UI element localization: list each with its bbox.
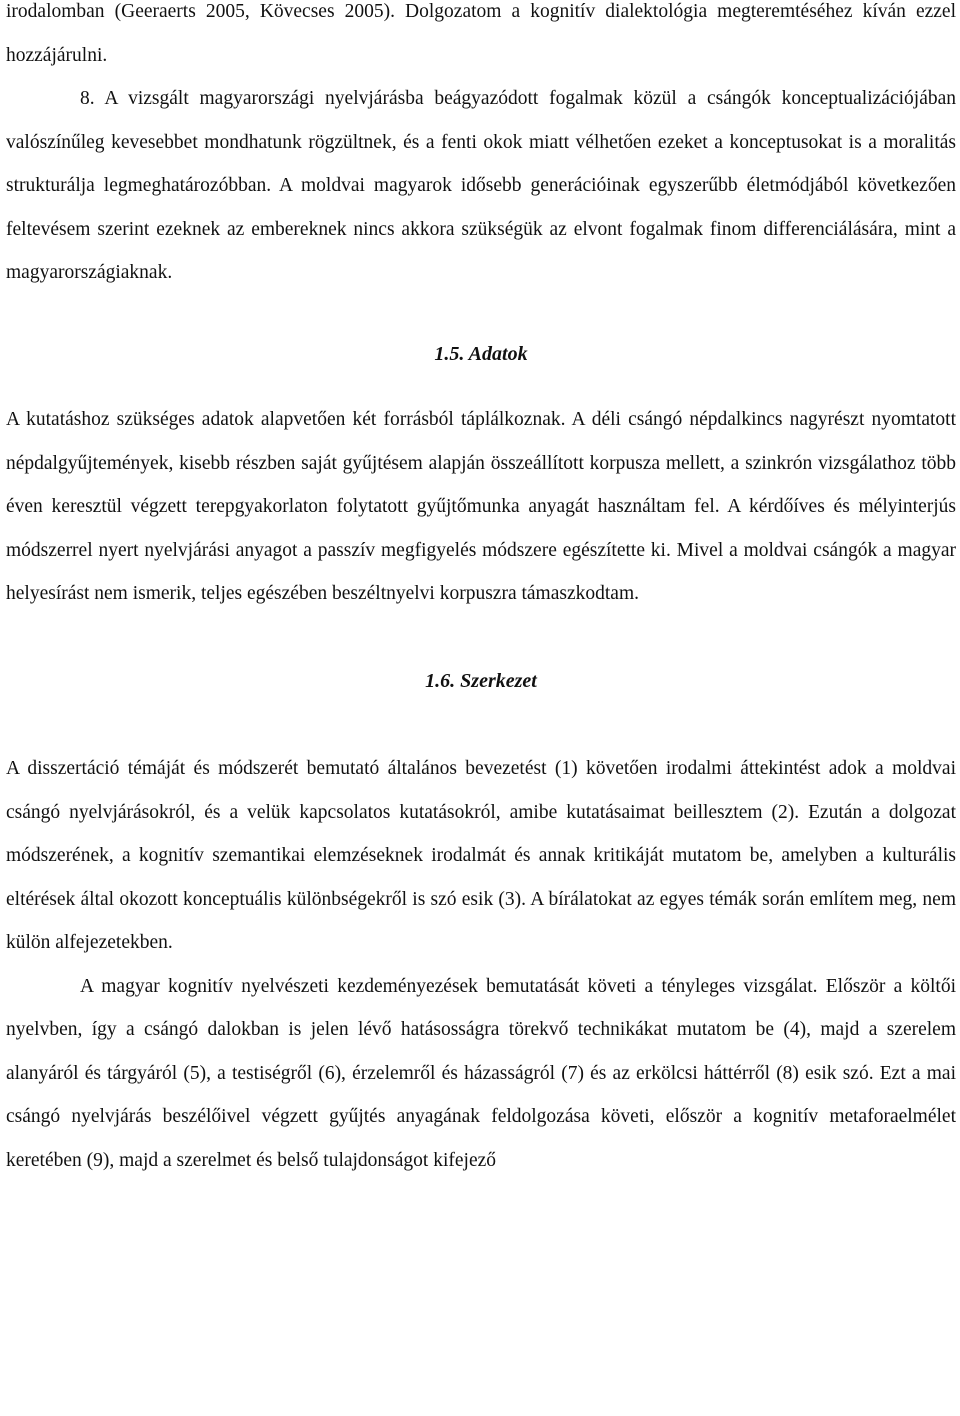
- paragraph-point-8: 8. A vizsgált magyarországi nyelvjárásba beágyazódott fogalmak közül a csángók konceptualizációjában valószínűleg kevesebbet mondhatunk rögzültnek, és a fenti okok miatt vélhetően ezeket a konceptusokat is a moralitás strukturálja legmeghatározóbban. A moldvai magyarok idősebb generációinak egyszerűbb életmódjából következően feltevésem szerint ezeknek az embereknek nincs akkora szükségük az elvont fogalmak finom differenciálására, mint a magyarországiaknak.: [6, 88, 956, 283]
- section-heading-adatok: 1.5. Adatok: [434, 342, 528, 365]
- paragraph-adatok: A kutatáshoz szükséges adatok alapvetően két forrásból táplálkoznak. A déli csángó népdalkincs nagyrészt nyomtatott népdalgyűjtemények, kisebb részben saját gyűjtésem alapján összeállított korpusza mellett, a szinkrón vizsgálathoz több éven keresztül végzett terepgyakorlaton folytatott gyűjtőmunka anyagát használtam fel. A kérdőíves és mélyinterjús módszerrel nyert nyelvjárási anyagot a passzív megfigyelés módszere egészítette ki. Mivel a moldvai csángók a magyar helyesírást nem ismerik, teljes egészében beszéltnyelvi korpuszra támaszkodtam.: [6, 409, 956, 604]
- paragraph-intro-continuation: irodalomban (Geeraerts 2005, Kövecses 2005). Dolgozatom a kognitív dialektológia megteremtéséhez kíván ezzel hozzájárulni.: [6, 1, 956, 66]
- section-heading-szerkezet: 1.6. Szerkezet: [425, 669, 537, 692]
- paragraph-szerkezet-2: A magyar kognitív nyelvészeti kezdeményezések bemutatását követi a tényleges vizsgálat. Először a költői nyelvben, így a csángó dalokban is jelen lévő hatásosságra törekvő technikákat mutatom be (4), majd a szerelem alanyáról és tárgyáról (5), a testiségről (6), érzelemről és házasságról (7) és az erkölcsi háttérről (8) esik szó. Ezt a mai csángó nyelvjárás beszélőivel végzett gyűjtés anyagának feldolgozása követi, először a kognitív metaforaelmélet keretében (9), majd a szerelmet és belső tulajdonságot kifejező: [6, 975, 956, 1171]
- document-page: [6, 0, 956, 1182]
- paragraph-szerkezet-1: A disszertáció témáját és módszerét bemutató általános bevezetést (1) követően irodalmi áttekintést adok a moldvai csángó nyelvjárásokról, és a velük kapcsolatos kutatásokról, amibe kutatásaimat beillesztem (2). Ezután a dolgozat módszerének, a kognitív szemantikai elemzéseknek irodalmát és annak kritikáját mutatom be, amelyben a kulturális eltérések által okozott konceptuális különbségekről is szó esik (3). A bírálatokat az egyes témák során említem meg, nem külön alfejezetekben.: [6, 758, 956, 953]
